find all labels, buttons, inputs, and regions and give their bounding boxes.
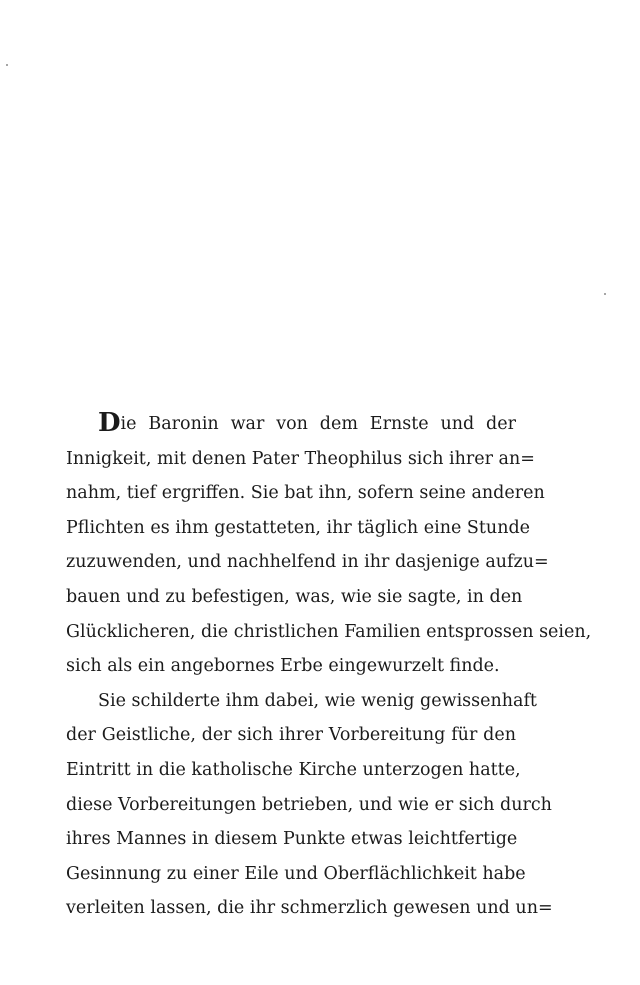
text-line: Gesinnung zu einer Eile und Oberflächlichkeit habe (66, 863, 526, 884)
text-line: bauen und zu befestigen, was, wie sie sagte, in den (66, 586, 523, 607)
line-text: ie Baronin war von dem Ernste und der (120, 414, 516, 434)
text-line: verleiten lassen, die ihr schmerzlich gewesen und un= (66, 898, 553, 919)
text-line: Pflichten es ihm gestatteten, ihr täglich eine Stunde (66, 517, 531, 538)
text-line: ihres Mannes in diesem Punkte etwas leichtfertige (66, 829, 518, 850)
paper-speck (604, 293, 606, 295)
text-line: Sie schilderte ihm dabei, wie wenig gewissenhaft (98, 690, 537, 711)
text-line: zuzuwenden, und nachhelfend in ihr dasjenige aufzu= (66, 552, 549, 573)
text-line: sich als ein angebornes Erbe eingewurzelt finde. (66, 656, 500, 677)
text-line: Eintritt in die katholische Kirche unterzogen hatte, (66, 759, 521, 780)
text-line: der Geistliche, der sich ihrer Vorbereitung für den (66, 725, 516, 746)
text-line: nahm, tief ergriffen. Sie bat ihn, sofern seine anderen (66, 483, 545, 504)
text-line: Glücklicheren, die christlichen Familien entsprossen seien, (66, 621, 592, 642)
text-line: diese Vorbereitungen betrieben, und wie er sich durch (66, 794, 552, 815)
paper-speck (6, 64, 8, 66)
drop-cap: D (98, 408, 121, 438)
text-line (66, 407, 516, 442)
text-line: Innigkeit, mit denen Pater Theophilus sich ihrer an= (66, 448, 535, 469)
body-text (66, 407, 592, 926)
